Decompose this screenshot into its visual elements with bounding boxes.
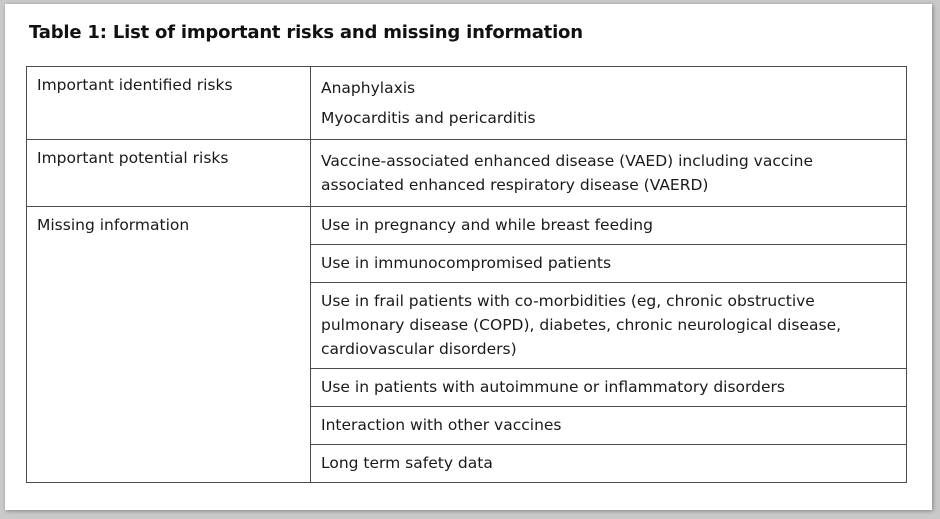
risk-item: Myocarditis and pericarditis <box>321 109 536 127</box>
risk-item: Vaccine-associated enhanced disease (VAED) including vaccine associated enhanced respiratory disease (VAERD) <box>321 152 814 194</box>
items-cell <box>311 140 907 207</box>
risk-item: Anaphylaxis <box>321 79 416 97</box>
missing-info-item: Use in frail patients with co-morbidities (eg, chronic obstructive pulmonary disease (COPD), diabetes, chronic neurological disease, cardiovascular disorders) <box>311 282 906 368</box>
table-row <box>27 67 907 140</box>
items-cell <box>311 207 907 483</box>
category-cell: Important identified risks <box>27 67 311 140</box>
category-cell: Important potential risks <box>27 140 311 207</box>
table-title: Table 1: List of important risks and missing information <box>29 22 583 43</box>
missing-info-item: Long term safety data <box>311 444 906 482</box>
items-cell <box>311 67 907 140</box>
table-row <box>27 207 907 483</box>
document-page <box>5 4 932 510</box>
missing-info-item: Use in pregnancy and while breast feeding <box>321 216 653 234</box>
missing-info-item: Use in immunocompromised patients <box>311 244 906 282</box>
missing-info-item: Use in patients with autoimmune or inflammatory disorders <box>311 368 906 406</box>
category-cell: Missing information <box>27 207 311 483</box>
table-row <box>27 140 907 207</box>
risk-table <box>26 66 907 483</box>
missing-info-item: Interaction with other vaccines <box>311 406 906 444</box>
